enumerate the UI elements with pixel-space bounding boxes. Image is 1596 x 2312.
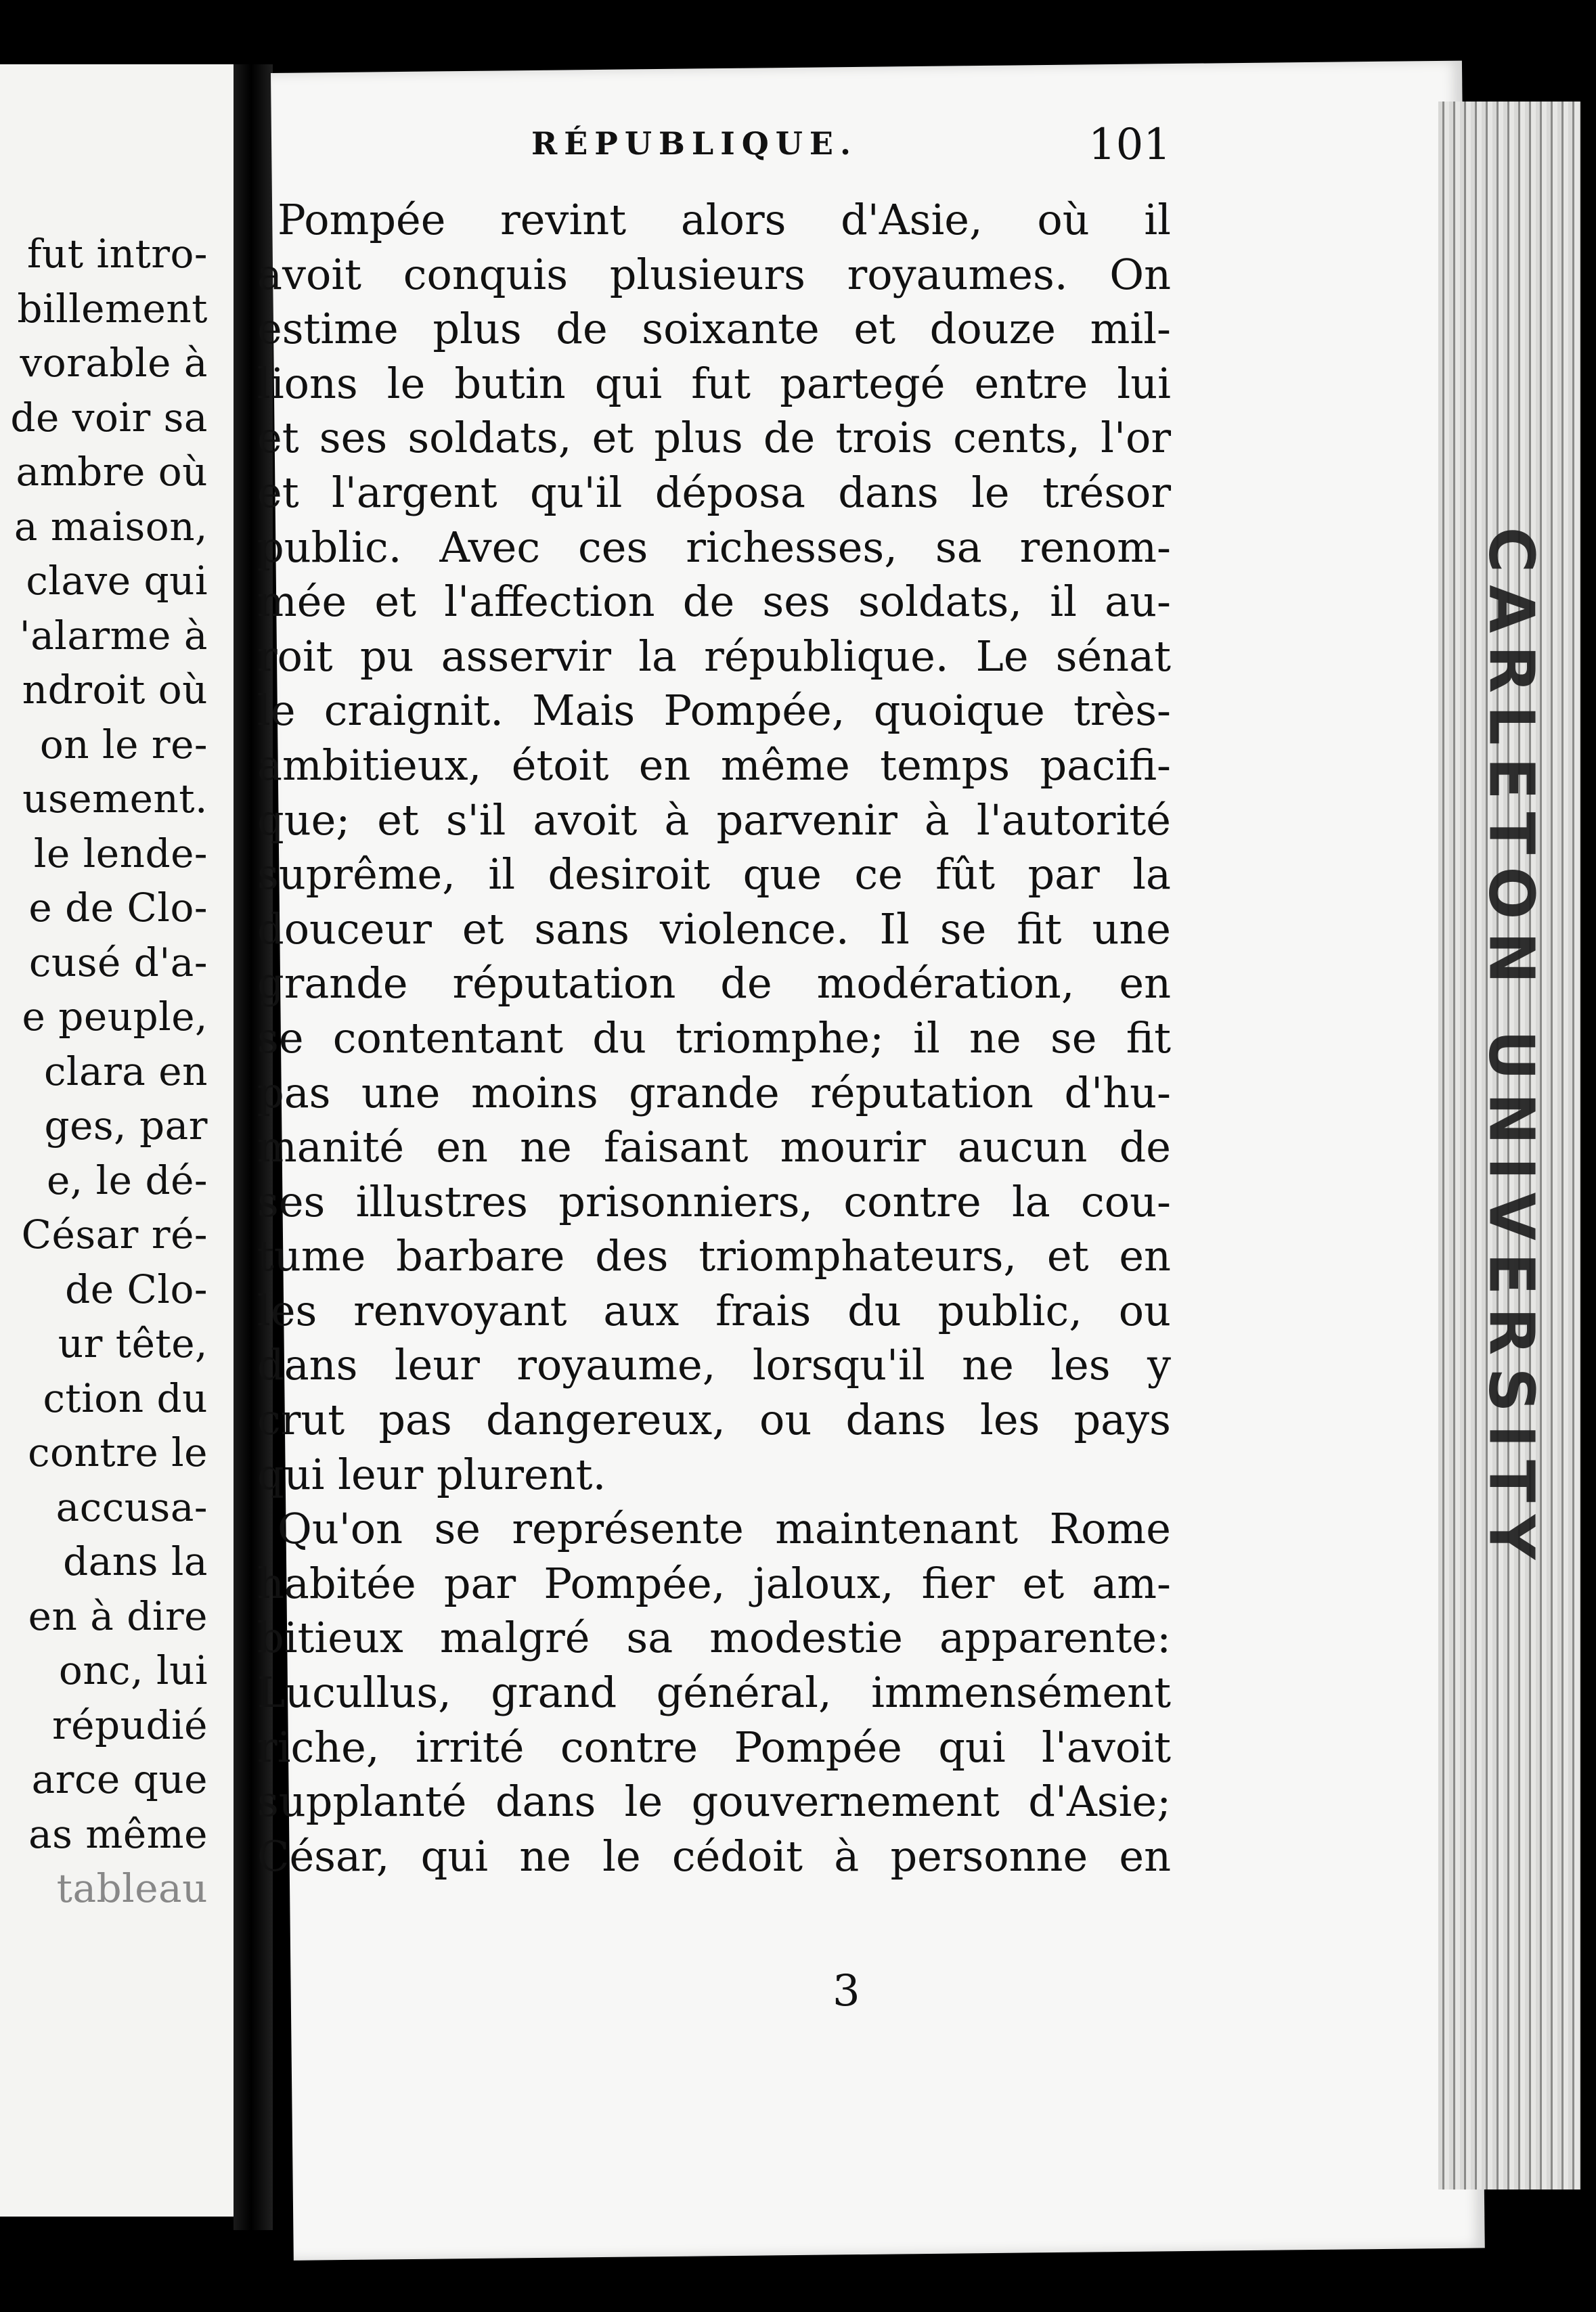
- text-line: et ses soldats, et plus de trois cents, l'or: [257, 413, 1171, 463]
- left-page: [0, 64, 234, 2217]
- text-line: et l'argent qu'il déposa dans le trésor: [257, 467, 1171, 517]
- library-stamp: [1475, 474, 1548, 1624]
- text-line: avoit conquis plusieurs royaumes. On: [257, 249, 1171, 299]
- left-page-line: as même: [28, 1810, 208, 1857]
- left-page-line: ction du: [43, 1375, 208, 1421]
- text-line: tume barbare des triomphateurs, et en: [257, 1231, 1171, 1281]
- text-line: Qu'on se représente maintenant Rome: [278, 1504, 1171, 1554]
- text-line: que; et s'il avoit à parvenir à l'autorité: [257, 795, 1171, 845]
- left-page-line: tableau: [56, 1865, 208, 1911]
- left-page-line: de Clo-: [65, 1266, 208, 1312]
- running-head-title: RÉPUBLIQUE.: [531, 125, 858, 162]
- text-line: le craignit. Mais Pompée, quoique très-: [257, 686, 1171, 736]
- text-line: Pompée revint alors d'Asie, où il: [278, 195, 1171, 244]
- running-head: [250, 120, 1171, 173]
- text-line: lions le butin qui fut partegé entre lui: [257, 358, 1171, 408]
- text-line: qui leur plurent.: [257, 1449, 606, 1499]
- text-line: riche, irrité contre Pompée qui l'avoit: [257, 1722, 1171, 1772]
- text-line: se contentant du triomphe; il ne se fit: [257, 1013, 1171, 1063]
- text-line: César, qui ne le cédoit à personne en: [257, 1831, 1171, 1881]
- left-page-line: fut intro-: [26, 231, 208, 277]
- left-page-line: dans la: [63, 1538, 208, 1584]
- text-line: roit pu asservir la république. Le sénat: [257, 631, 1171, 681]
- text-line: dans leur royaume, lorsqu'il ne les y: [257, 1340, 1171, 1390]
- text-line: mée et l'affection de ses soldats, il au-: [257, 577, 1171, 627]
- text-line: les renvoyant aux frais du public, ou: [257, 1285, 1171, 1335]
- text-line: grande réputation de modération, en: [257, 958, 1171, 1008]
- text-line: ses illustres prisonniers, contre la cou-: [257, 1176, 1171, 1226]
- signature-mark: 3: [833, 1966, 860, 2016]
- left-page-line: e, le dé-: [46, 1157, 208, 1203]
- left-page-line: accusa-: [56, 1484, 208, 1530]
- left-page-line: ndroit où: [22, 667, 208, 713]
- left-page-line: ambre où: [16, 449, 208, 495]
- left-page-line: contre le: [28, 1429, 208, 1475]
- left-page-line: clara en: [43, 1048, 208, 1094]
- left-page-line: e de Clo-: [28, 885, 208, 931]
- text-line: bitieux malgré sa modestie apparente:: [257, 1613, 1171, 1663]
- library-stamp-text: CARLETON UNIVERSITY: [1475, 527, 1548, 1572]
- left-page-line: le lende-: [33, 830, 208, 876]
- left-page-line: on le re-: [39, 721, 208, 768]
- left-page-line: usement.: [22, 776, 208, 822]
- left-page-line: de voir sa: [10, 394, 208, 441]
- text-line: crut pas dangereux, ou dans les pays: [257, 1395, 1171, 1445]
- main-text: [257, 193, 1171, 1884]
- left-page-line: a maison,: [14, 503, 208, 550]
- left-page-text: [0, 227, 208, 1916]
- text-line: supplanté dans le gouvernement d'Asie;: [257, 1777, 1171, 1827]
- left-page-line: vorable à: [20, 340, 208, 386]
- left-page-line: cusé d'a-: [28, 939, 208, 985]
- left-page-line: répudié: [51, 1702, 208, 1748]
- left-page-line: onc, lui: [58, 1647, 208, 1693]
- text-line: pas une moins grande réputation d'hu-: [257, 1067, 1171, 1117]
- text-line: suprême, il desiroit que ce fût par la: [257, 849, 1171, 899]
- left-page-line: arce que: [31, 1756, 208, 1802]
- left-page-line: en à dire: [28, 1593, 208, 1639]
- page-number: 101: [1088, 120, 1171, 170]
- text-line: manité en ne faisant mourir aucun de: [257, 1122, 1171, 1172]
- text-line: ambitieux, étoit en même temps pacifi-: [257, 740, 1171, 790]
- left-page-line: ges, par: [44, 1103, 208, 1149]
- left-page-line: 'alarme à: [19, 612, 208, 659]
- left-page-line: César ré-: [21, 1211, 208, 1258]
- left-page-line: billement: [17, 285, 208, 332]
- text-line: habitée par Pompée, jaloux, fier et am-: [257, 1558, 1171, 1608]
- left-page-line: e peuple,: [22, 994, 208, 1040]
- text-line: Lucullus, grand général, immensément: [257, 1668, 1171, 1718]
- text-line: public. Avec ces richesses, sa renom-: [257, 522, 1171, 572]
- text-line: douceur et sans violence. Il se fit une: [257, 904, 1171, 954]
- text-line: estime plus de soixante et douze mil-: [257, 304, 1171, 354]
- left-page-line: clave qui: [26, 558, 208, 604]
- left-page-line: ur tête,: [58, 1320, 208, 1366]
